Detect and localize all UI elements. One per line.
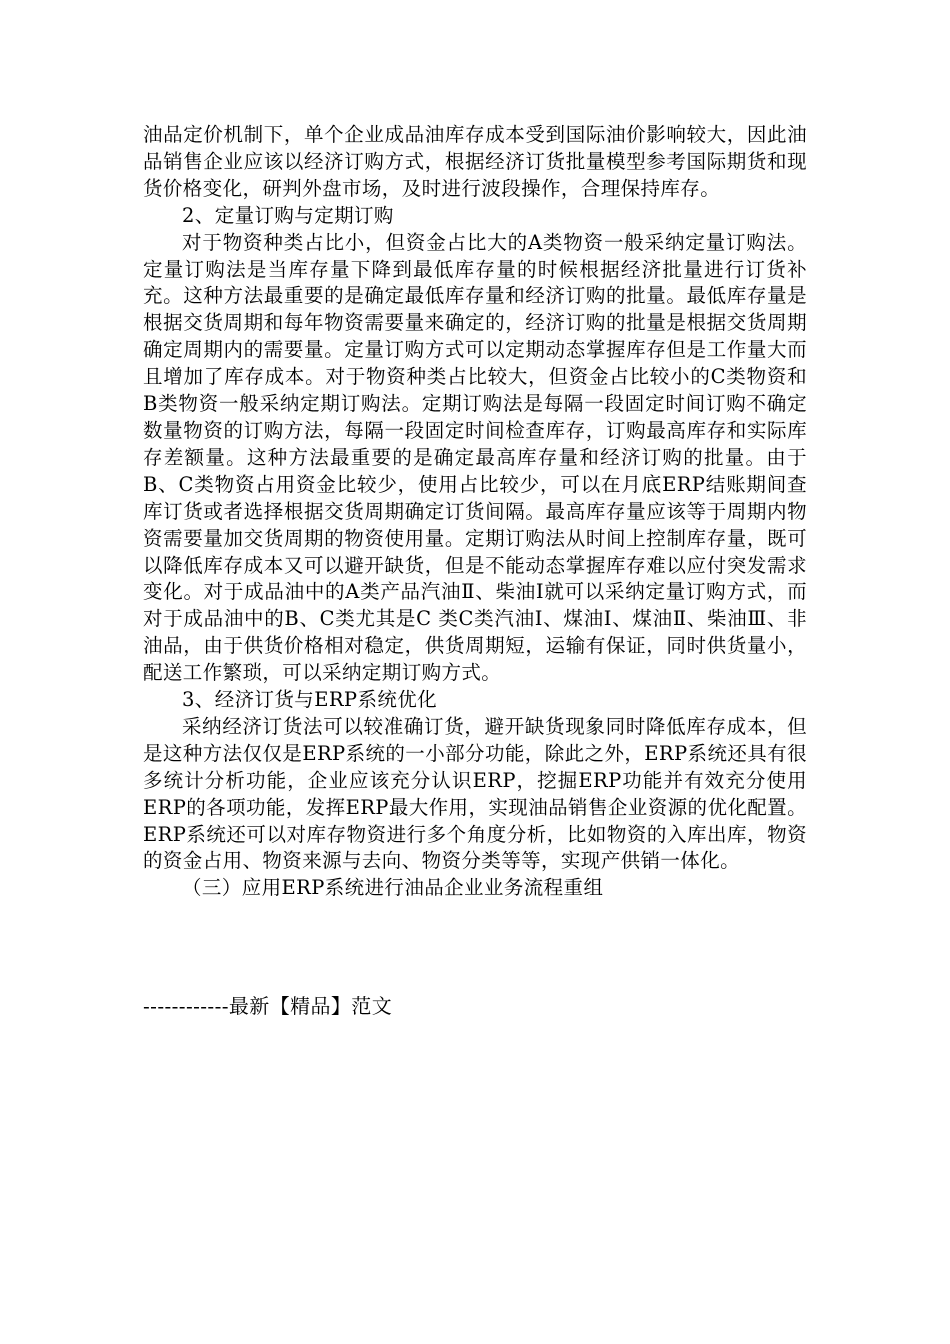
section-heading-business-process-reengineering: （三）应用ERP系统进行油品企业业务流程重组 <box>182 876 604 900</box>
paragraph-erp-optimization: 采纳经济订货法可以较准确订货，避开缺货现象同时降低库存成本，但是这种方法仅仅是ERP系统的一小部分功能，除此之外，ERP系统还具有很多统计分析功能，企业应该充分认识ERP，挖掘ERP功能并有效充分使用ERP的各项功能，发挥ERP最大作用，实现油品销售企业资源的优化配置。ERP系统还可以对库存物资进行多个角度分析，比如物资的入库出库，物资的资金占用、物资来源与去向、物资分类等等，实现产供销一体化。 <box>143 714 807 873</box>
document-body <box>143 122 807 902</box>
paragraph-quantity-periodic-ordering: 对于物资种类占比小，但资金占比大的A类物资一般采纳定量订购法。定量订购法是当库存量下降到最低库存量的时候根据经济批量进行订货补充。这种方法最重要的是确定最低库存量和经济订购的批量。最低库存量是根据交货周期和每年物资需要量来确定的，经济订购的批量是根据交货周期确定周期内的需要量。定量订购方式可以定期动态掌握库存但是工作量大而且增加了库存成本。对于物资种类占比较大，但资金占比较小的C类物资和B类物资一般采纳定期订购法。定期订购法是每隔一段固定时间订购不确定数量物资的订购方法，每隔一段固定时间检查库存，订购最高库存和实际库存差额量。这种方法最重要的是确定最高库存量和经济订购的批量。由于B、C类物资占用资金比较少，使用占比较少，可以在月底ERP结账期间查库订货或者选择根据交货周期确定订货间隔。最高库存量应该等于周期内物资需要量加交货周期的物资使用量。定期订购法从时间上控制库存量，既可以降低库存成本又可以避开缺货，但是不能动态掌握库存难以应付突发需求变化。对于成品油中的A类产品汽油Ⅱ、柴油Ⅰ就可以采纳定量订购方式，而对于成品油中的B、C类尤其是C 类C类汽油Ⅰ、煤油Ⅰ、煤油Ⅱ、柴油Ⅲ、非油品，由于供货价格相对稳定，供货周期短，运输有保证，同时供货量小，配送工作繁琐，可以采纳定期订购方式。 <box>143 230 807 685</box>
section-heading-erp-optimization: 3、经济订货与ERP系统优化 <box>182 688 438 712</box>
section-heading-quantity-periodic-ordering: 2、定量订购与定期订购 <box>182 203 394 227</box>
page-footer: ------------最新【精品】范文 <box>143 994 393 1018</box>
paragraph-intro: 油品定价机制下，单个企业成品油库存成本受到国际油价影响较大，因此油品销售企业应该以经济订购方式，根据经济订货批量模型参考国际期货和现货价格变化，研判外盘市场，及时进行波段操作，合理保持库存。 <box>143 123 807 200</box>
